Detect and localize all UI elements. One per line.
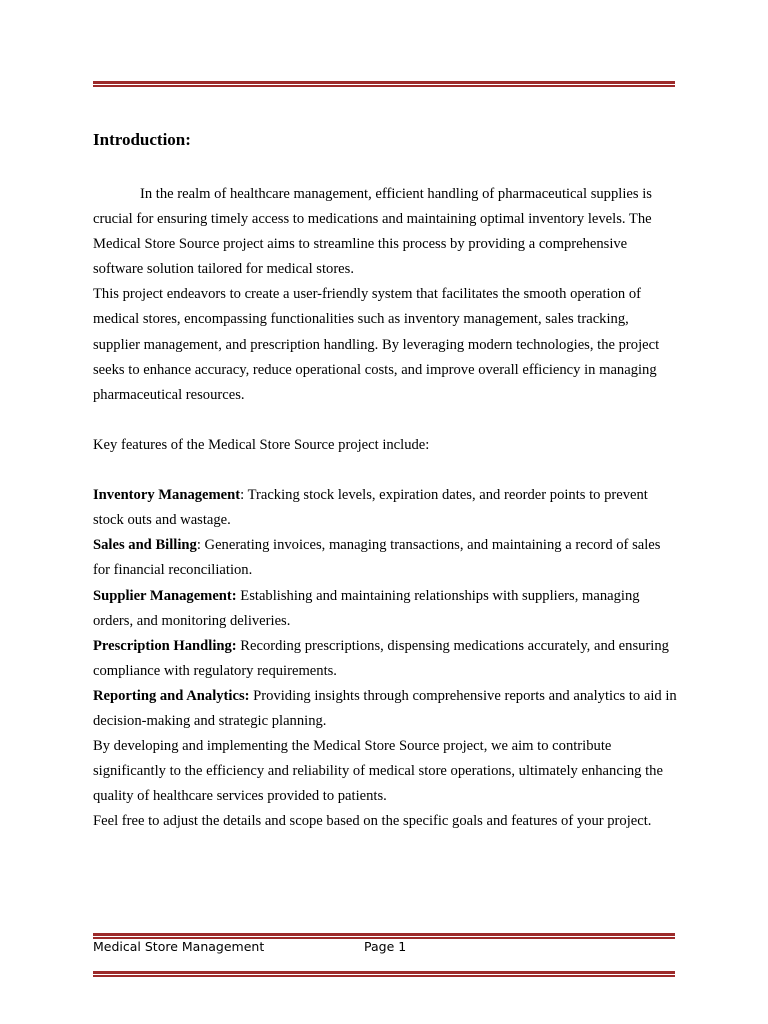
section-heading: Introduction:: [93, 130, 191, 149]
feature-text: : Generating invoices, managing transactions, and maintaining a record of sales for financial reconciliation.: [93, 537, 661, 579]
feature-item: [93, 584, 677, 634]
feature-item: [93, 634, 677, 684]
feature-item: [93, 483, 677, 533]
features-intro: Key features of the Medical Store Source project include:: [93, 436, 430, 453]
feature-item: [93, 533, 677, 583]
feature-title: Prescription Handling:: [93, 637, 237, 654]
feature-text: : Tracking stock levels, expiration dates, and reorder points to prevent stock outs and wastage.: [93, 487, 648, 529]
feature-text: Recording prescriptions, dispensing medications accurately, and ensuring compliance with regulatory requirements.: [93, 637, 669, 679]
intro-paragraph-2: This project endeavors to create a user-friendly system that facilitates the smooth operation of medical stores, encompassing functionalities such as inventory management, sales tracking, supplier management, and prescription handling. By leveraging modern technologies, the project seeks to enhance accuracy, reduce operational costs, and improve overall efficiency in managing pharmaceutical resources.: [93, 286, 660, 403]
feature-title: Sales and Billing: [93, 537, 197, 554]
feature-title: Inventory Management: [93, 487, 241, 504]
header-divider: [93, 81, 675, 87]
feature-text: Establishing and maintaining relationships with suppliers, managing orders, and monitoring deliveries.: [93, 587, 640, 629]
feature-title: Supplier Management:: [93, 587, 237, 604]
footer-title: Medical Store Management: [93, 939, 265, 954]
footer-divider-bottom: [93, 971, 675, 977]
closing-paragraph: By developing and implementing the Medical Store Source project, we aim to contribute significantly to the efficiency and reliability of medical store operations, ultimately enhancing the quality of healthcare services provided to patients.: [93, 738, 663, 805]
intro-paragraph-1: In the realm of healthcare management, efficient handling of pharmaceutical supplies is crucial for ensuring timely access to medications and maintaining optimal inventory levels. The Medical Store Source project aims to streamline this process by providing a comprehensive software solution tailored for medical stores.: [93, 186, 652, 278]
feature-item: [93, 684, 677, 734]
feature-title: Reporting and Analytics:: [93, 687, 250, 704]
final-note: Feel free to adjust the details and scope based on the specific goals and features of your project.: [93, 813, 652, 830]
feature-text: Providing insights through comprehensive reports and analytics to aid in decision-making and strategic planning.: [93, 687, 677, 729]
document-body: [93, 182, 677, 834]
page-number: Page 1: [364, 939, 407, 954]
